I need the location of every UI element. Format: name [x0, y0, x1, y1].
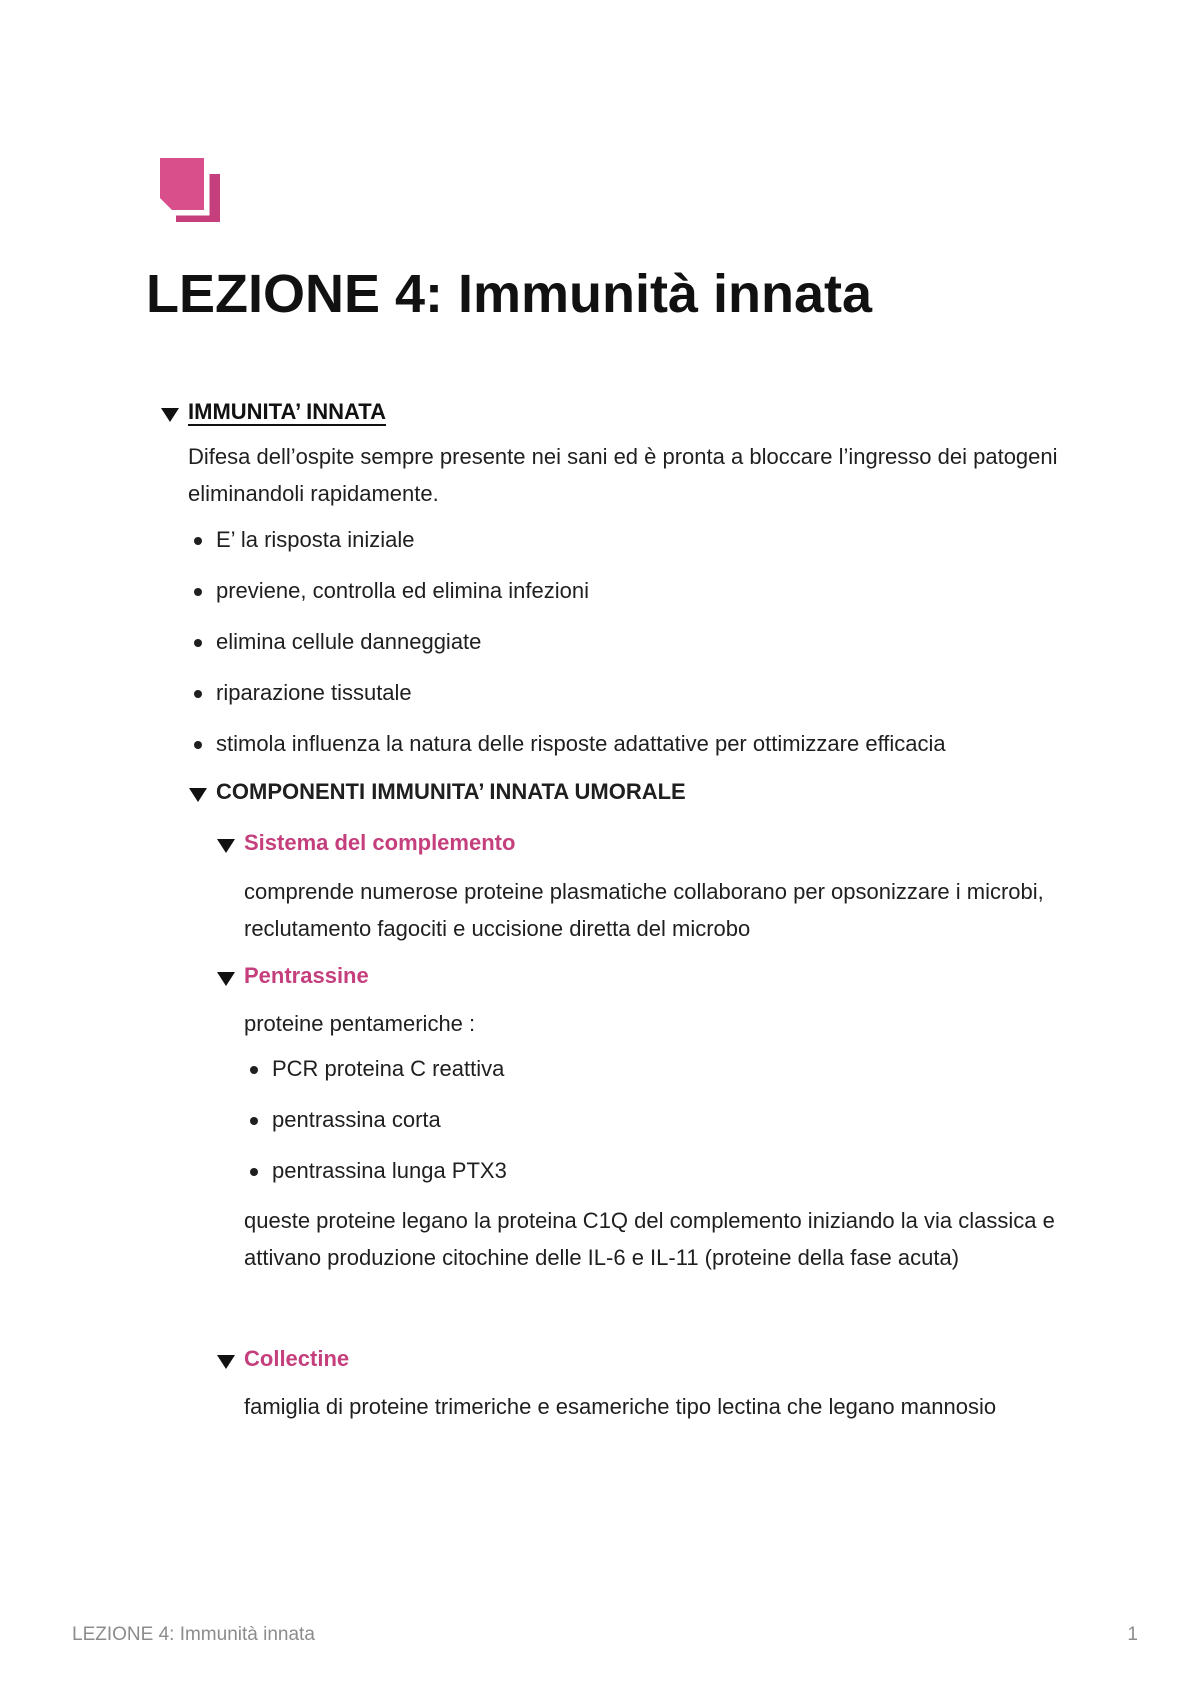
bullet-icon — [250, 1117, 258, 1125]
collectine-text: famiglia di proteine trimeriche e esameriche tipo lectina che legano mannosio — [244, 1394, 997, 1419]
toggle-collectine — [216, 1342, 1080, 1425]
pentrassine-heading: Pentrassine — [244, 963, 369, 988]
toggle-body-sistema-complemento — [216, 873, 1080, 947]
toggle-body-immunita-innata — [160, 438, 1080, 1425]
toggle-immunita-innata — [160, 395, 1080, 1425]
toggle-componenti-umorale — [188, 775, 1080, 1425]
list-item: elimina cellule danneggiate — [188, 622, 1080, 673]
collectine-heading: Collectine — [244, 1346, 350, 1371]
page-content — [160, 395, 1080, 1425]
bullet-icon — [194, 537, 202, 545]
pentrassine-bullet-list — [244, 1049, 1080, 1202]
list-item: pentrassina lunga PTX3 — [244, 1151, 1080, 1202]
pentrassine-text: proteine pentameriche : — [244, 1011, 476, 1036]
subsection-heading: COMPONENTI IMMUNITA’ INNATA UMORALE — [216, 779, 686, 804]
list-item: riparazione tissutale — [188, 673, 1080, 724]
toggle-sistema-complemento — [216, 826, 1080, 947]
triangle-down-icon[interactable] — [217, 839, 235, 853]
bullet-icon — [250, 1066, 258, 1074]
toggle-header-sistema-complemento[interactable] — [216, 826, 1080, 860]
complemento-text: comprende numerose proteine plasmatiche collaborano per opsonizzare i microbi, reclutamento fagociti e uccisione diretta del microbo — [244, 879, 1044, 941]
page-title: LEZIONE 4: Immunità innata — [146, 264, 873, 324]
toggle-body-pentrassine — [216, 1005, 1080, 1276]
pentrassine-after-text: queste proteine legano la proteina C1Q del complemento iniziando la via classica e attivano produzione citochine delle IL-6 e IL-11 (proteine della fase acuta) — [244, 1208, 1055, 1270]
intro-paragraph: Difesa dell’ospite sempre presente nei sani ed è pronta a bloccare l’ingresso dei patogeni eliminandoli rapidamente. — [188, 444, 1058, 506]
list-item: E’ la risposta iniziale — [188, 520, 1080, 571]
triangle-down-icon[interactable] — [217, 1355, 235, 1369]
toggle-header-pentrassine[interactable] — [216, 959, 1080, 993]
bullet-icon — [194, 639, 202, 647]
triangle-down-icon[interactable] — [217, 972, 235, 986]
toggle-pentrassine — [216, 959, 1080, 1276]
complemento-heading: Sistema del complemento — [244, 830, 516, 855]
list-item: stimola influenza la natura delle risposte adattative per ottimizzare efficacia — [188, 724, 1080, 775]
bullet-icon — [194, 690, 202, 698]
section-heading: IMMUNITA’ INNATA — [188, 399, 386, 424]
toggle-body-componenti-umorale — [188, 826, 1080, 1425]
toggle-header-immunita-innata[interactable] — [160, 395, 1080, 429]
toggle-body-collectine — [216, 1388, 1080, 1425]
bullet-icon — [194, 741, 202, 749]
triangle-down-icon[interactable] — [189, 788, 207, 802]
triangle-down-icon[interactable] — [161, 408, 179, 422]
toggle-header-componenti-umorale[interactable] — [188, 775, 1080, 809]
bullet-icon — [194, 588, 202, 596]
document-pages-icon — [158, 156, 222, 224]
list-item: PCR proteina C reattiva — [244, 1049, 1080, 1100]
list-item: previene, controlla ed elimina infezioni — [188, 571, 1080, 622]
toggle-header-collectine[interactable] — [216, 1342, 1080, 1376]
list-item: pentrassina corta — [244, 1100, 1080, 1151]
footer-title: LEZIONE 4: Immunità innata — [72, 1624, 315, 1645]
bullet-list — [188, 520, 1080, 775]
page-number: 1 — [1127, 1624, 1138, 1645]
bullet-icon — [250, 1168, 258, 1176]
